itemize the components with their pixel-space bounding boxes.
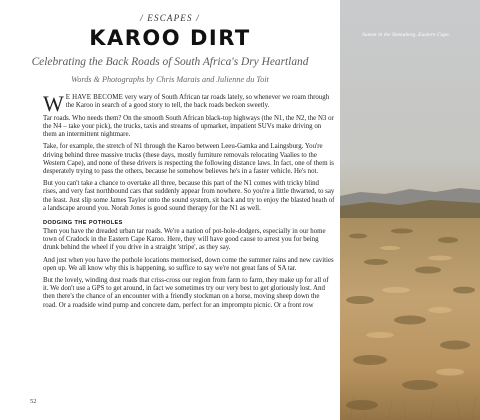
article-body <box>43 91 335 314</box>
intro-lead-caps: E HAVE BECOME <box>65 94 123 101</box>
body-paragraph: But the lovely, winding dust roads that criss-cross our region from farm to farm, they make up for all of it. We don't use a GPS to get around, in fact we sometimes try our very best to get gloriously lost. And then there's the chance of an encounter with a friendly stockman on a horse, moving sheep down the road. Or a roadside wind pump and concrete dam, perfect for an impromptu picnic. Or a front row <box>43 277 329 309</box>
article-title: KAROO DIRT <box>89 26 251 50</box>
drop-cap: W <box>43 91 64 116</box>
article-subtitle: Celebrating the Back Roads of South Africa's Dry Heartland <box>31 56 309 68</box>
article-byline: Words & Photographs by Chris Marais and Julienne du Toit <box>71 75 269 84</box>
body-paragraph: Tar roads. Who needs them? On the smooth South African black-top highways (the N1, the N2, the N3 or the N4 – take your pick), the trucks, taxis and streams of upmarket, impatient SUVs make driving on them an intermittent nightmare. <box>43 114 334 138</box>
landscape-illustration <box>340 0 480 420</box>
body-paragraph: But you can't take a chance to overtake all three, because this part of the N1 comes with tricky blind rises, and very fast northbound cars that suddenly appear from nowhere. So you're a little thwarted, to say the least. Just slip some James Taylor onto the sound system, sit back and try to enjoy the blasted heath of a landscape around you. Norah Jones is good sound therapy for the N1 as well. <box>43 180 335 212</box>
section-subheading: DODGING THE POTHOLES <box>43 219 123 226</box>
section-label: / ESCAPES / <box>140 13 200 23</box>
intro-paragraph <box>43 91 335 116</box>
intro-text: very wary of South African tar roads lately, so whenever we roam through the Karoo in search of a good story to tell, the back roads beckon sweetly. <box>65 94 330 110</box>
body-paragraph: Take, for example, the stretch of N1 through the Karoo between Leeu-Gamka and Laingsburg. You're driving behind three massive trucks (these days, mostly furniture removals relocating Vaalies to the Western Cape), and none of these drivers is respecting the following distance laws. In fact, one of them is desperately trying to pass the others, because he somehow believes he's in a faster vehicle. He's not. <box>43 143 334 175</box>
body-paragraph: And just when you have the pothole locations memorised, down come the summer rains and new cavities open up. We all know why this is happening, so suffice to say we're not great fans of SA tar. <box>43 256 334 272</box>
page-number: 52 <box>30 398 37 405</box>
photo-caption: Sunset in the Sneeuberg, Eastern Cape. <box>362 32 451 38</box>
body-paragraph: Then you have the dreaded urban tar roads. We're a nation of pot-hole-dodgers, especially in our home town of Cradock in the Eastern Cape Karoo. Here, they will have good cause to arrest you for being drunk behind the wheel if you drive in a straight 'stripe', as they say. <box>43 227 326 251</box>
landscape-photo <box>340 0 480 420</box>
